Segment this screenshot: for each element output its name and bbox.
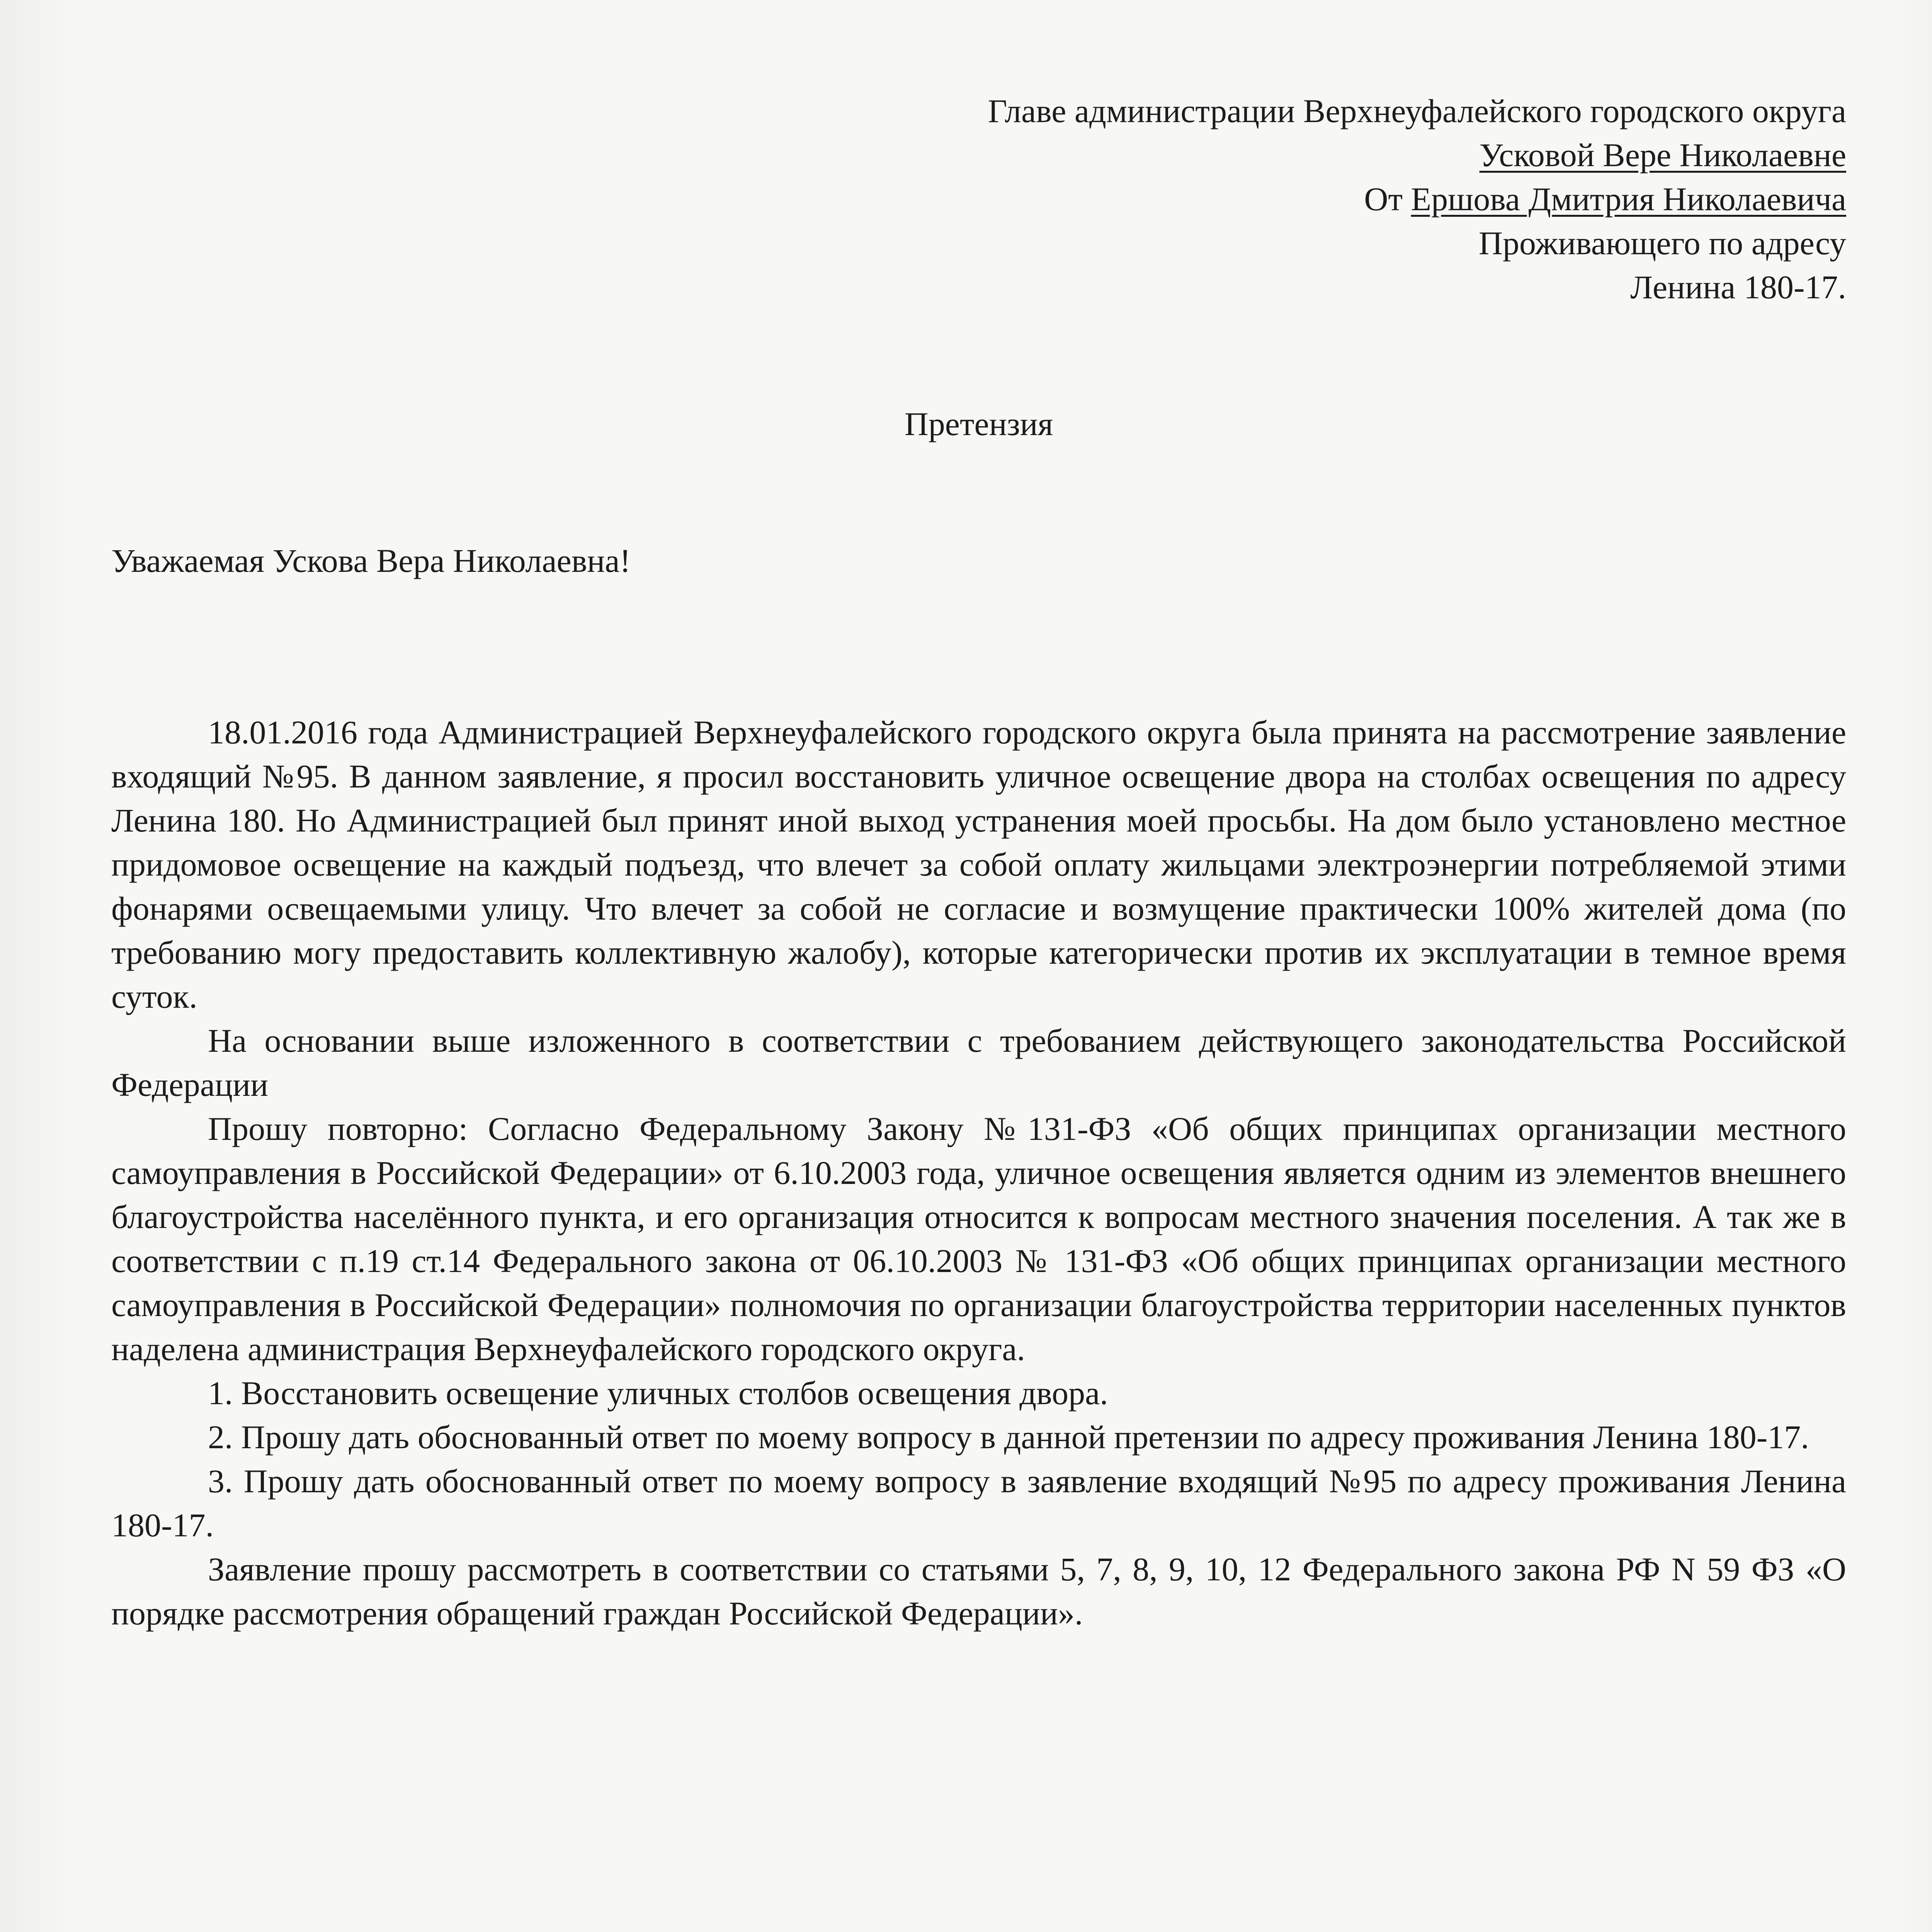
sender-address-label: Проживающего по адресу xyxy=(1478,224,1846,262)
paragraph-request: Прошу повторно: Согласно Федеральному Закону №131-ФЗ «Об общих принципах организации местного самоуправления в Российской Федерации» от 6.10.2003 года, уличное освещения является одним из элементов внешнего благоустройства населённого пункта, и его организация относится к вопросам местного значения поселения. А так же в соответствии с п.19 ст.14 Федерального закона от 06.10.2003 № 131-ФЗ «Об общих принципах организации местного самоуправления в Российской Федерации» полномочия по организации благоустройства территории населенных пунктов наделена администрация Верхнеуфалейского городского округа. xyxy=(111,1110,1846,1367)
sender-prefix: От xyxy=(1364,180,1411,218)
greeting: Уважаемая Ускова Вера Николаевна! xyxy=(111,542,631,579)
document-body xyxy=(111,710,1846,1635)
document-page xyxy=(111,89,1846,1635)
list-item-3: 3. Прошу дать обоснованный ответ по моему вопросу в заявление входящий №95 по адресу проживания Ленина 180-17. xyxy=(111,1463,1846,1544)
sender-name: Ершова Дмитрия Николаевича xyxy=(1411,180,1846,218)
addressee-block xyxy=(111,89,1846,309)
paragraph-complaint: 18.01.2016 года Администрацией Верхнеуфалейского городского округа была принята на рассмотрение заявление входящий №95. В данном заявление, я просил восстановить уличное освещение двора на столбах освещения по адресу Ленина 180. Но Администрацией был принят иной выход устранения моей просьбы. На дом было установлено местное придомовое освещение на каждый подъезд, что влечет за собой оплату жильцами электроэнергии потребляемой этими фонарями освещаемыми улицу. Что влечет за собой не согласие и возмущение практически 100% жителей дома (по требованию могу предоставить коллективную жалобу), которые категорически против их эксплуатации в темное время суток. xyxy=(111,714,1846,1015)
document-title: Претензия xyxy=(904,405,1053,442)
addressee-name-text: Усковой Вере Николаевне xyxy=(1479,136,1846,173)
list-item-2: 2. Прошу дать обоснованный ответ по моему вопросу в данной претензии по адресу проживания Ленина 180-17. xyxy=(208,1418,1809,1456)
sender-line xyxy=(111,177,1846,221)
paragraph-basis: На основании выше изложенного в соответствии с требованием действующего законодательства Российской Федерации xyxy=(111,1022,1846,1103)
sender-address: Ленина 180-17. xyxy=(1630,269,1846,306)
addressee-position: Главе администрации Верхнеуфалейского городского округа xyxy=(988,92,1846,129)
addressee-name xyxy=(111,133,1846,177)
paragraph-law-reference: Заявление прошу рассмотреть в соответствии со статьями 5, 7, 8, 9, 10, 12 Федерального закона РФ N 59 ФЗ «О порядке рассмотрения обращений граждан Российской Федерации». xyxy=(111,1551,1846,1632)
list-item-1: 1. Восстановить освещение уличных столбов освещения двора. xyxy=(208,1374,1108,1412)
